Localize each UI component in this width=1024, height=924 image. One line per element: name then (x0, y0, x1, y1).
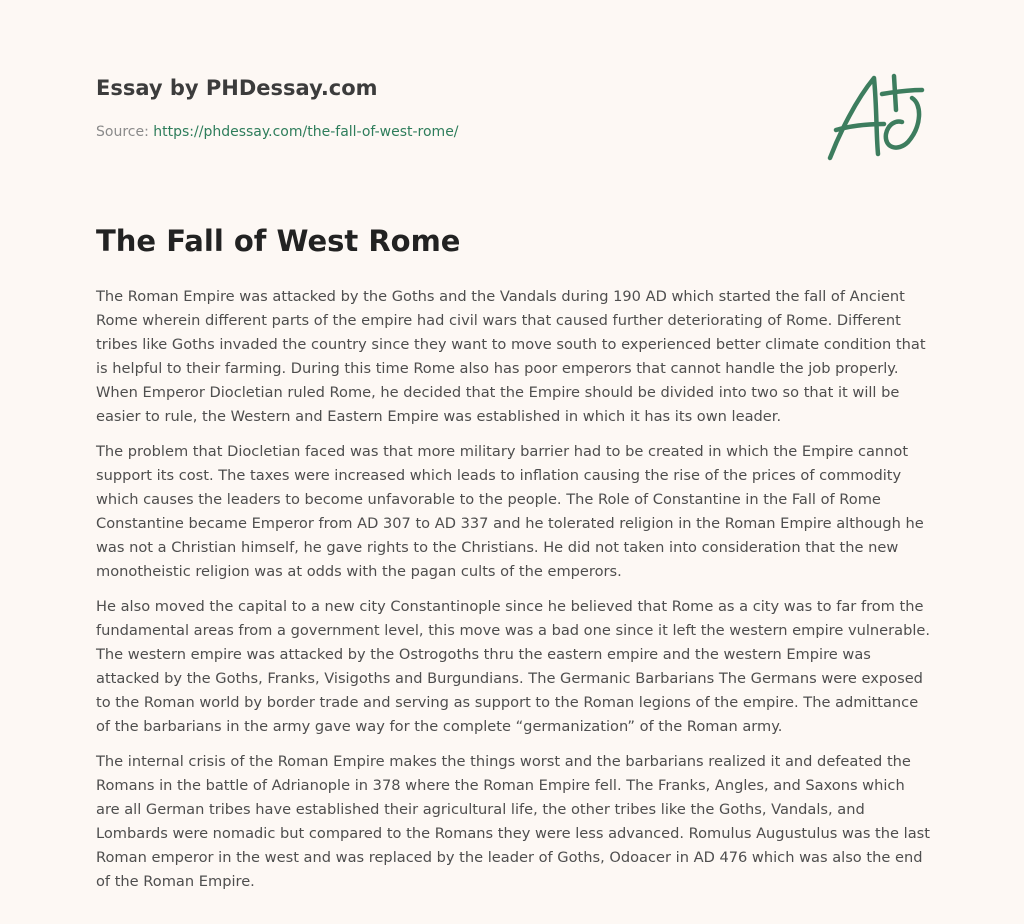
site-title: Essay by PHDessay.com (96, 76, 378, 100)
essay-paragraph: The internal crisis of the Roman Empire makes the things worst and the barbarians realized it and defeated the Romans in the battle of Adrianople in 378 where the Roman Empire fell. The Franks, Angles, and Saxons which are all German tribes have established their agricultural life, the other tribes like the Goths, Vandals, and Lombards were nomadic but compared to the Romans they were less advanced. Romulus Augustulus was the last Roman emperor in the west and was replaced by the leader of Goths, Odoacer in AD 476 which was also the end of the Roman Empire. (96, 753, 930, 890)
essay-title: The Fall of West Rome (96, 224, 461, 258)
essay-body (96, 285, 932, 905)
essay-paragraph: The problem that Diocletian faced was that more military barrier had to be created in which the Empire cannot support its cost. The taxes were increased which leads to inflation causing the rise of the prices of commodity which causes the leaders to become unfavorable to the people. The Role of Constantine in the Fall of Rome Constantine became Emperor from AD 307 to AD 337 and he tolerated religion in the Roman Empire although he was not a Christian himself, he gave rights to the Christians. He did not taken into consideration that the new monotheistic religion was at odds with the pagan cults of the emperors. (96, 443, 924, 580)
source-link[interactable]: https://phdessay.com/the-fall-of-west-rome/ (153, 124, 459, 140)
a-plus-logo (822, 70, 928, 164)
essay-paragraph: The Roman Empire was attacked by the Goths and the Vandals during 190 AD which started the fall of Ancient Rome wherein different parts of the empire had civil wars that caused further deteriorating of Rome. Different tribes like Goths invaded the country since they want to move south to experienced better climate condition that is helpful to their farming. During this time Rome also has poor emperors that cannot handle the job properly. When Emperor Diocletian ruled Rome, he decided that the Empire should be divided into two so that it will be easier to rule, the Western and Eastern Empire was established in which it has its own leader. (96, 288, 926, 425)
essay-paragraph: He also moved the capital to a new city Constantinople since he believed that Rome as a city was to far from the fundamental areas from a government level, this move was a bad one since it left the western empire vulnerable. The western empire was attacked by the Ostrogoths thru the eastern empire and the western Empire was attacked by the Goths, Franks, Visigoths and Burgundians. The Germanic Barbarians The Germans were exposed to the Roman world by border trade and serving as support to the Roman legions of the empire. The admittance of the barbarians in the army gave way for the complete “germanization” of the Roman army. (96, 598, 931, 735)
source-label: Source: (96, 124, 149, 140)
source-line (96, 124, 459, 140)
